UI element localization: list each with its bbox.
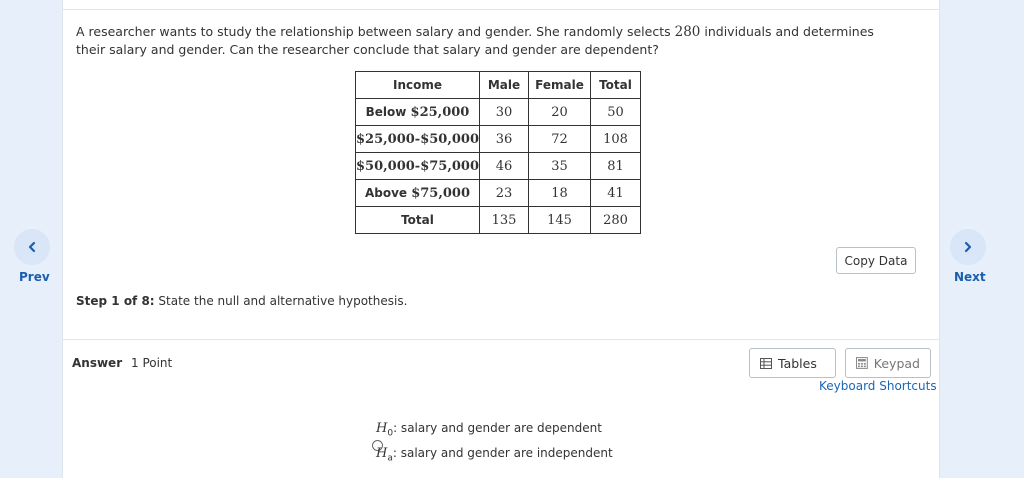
- cell-male: 30: [480, 99, 529, 126]
- table-total-row: [356, 207, 641, 234]
- table-row: [356, 180, 641, 207]
- row-label-amount: $75,000: [411, 185, 471, 201]
- total-label: Total: [356, 207, 480, 234]
- next-label[interactable]: Next: [954, 270, 986, 284]
- keypad-button[interactable]: [845, 348, 931, 378]
- tables-button[interactable]: [749, 348, 836, 378]
- row-label: [356, 126, 480, 153]
- answer-label: Answer: [72, 356, 123, 370]
- table-icon: [760, 358, 772, 369]
- step-text: State the null and alternative hypothesis.: [154, 294, 408, 308]
- card-top-divider: [63, 9, 939, 10]
- prev-label[interactable]: Prev: [19, 270, 50, 284]
- cell-total: 41: [591, 180, 641, 207]
- question-text-after: individuals and determines their salary and gender. Can the researcher conclude that salary and gender are dependent?: [76, 24, 874, 57]
- question-card: [62, 0, 940, 478]
- cell-total: 108: [591, 126, 641, 153]
- row-label: [356, 180, 480, 207]
- row-label-prefix: Below: [365, 104, 411, 119]
- cell-female: 72: [529, 126, 591, 153]
- header-income: Income: [356, 72, 480, 99]
- tables-label: Tables: [778, 355, 817, 371]
- answer-option[interactable]: [376, 420, 613, 470]
- total-female: 145: [529, 207, 591, 234]
- step-label: Step 1 of 8:: [76, 294, 155, 308]
- ha-text: : salary and gender are independent: [392, 446, 613, 460]
- header-total: Total: [591, 72, 641, 99]
- table-header-row: [356, 72, 641, 99]
- cell-female: 18: [529, 180, 591, 207]
- row-label-amount: $25,000: [410, 104, 470, 120]
- h0-symbol: H: [376, 421, 388, 436]
- row-label: [356, 153, 480, 180]
- cell-female: 20: [529, 99, 591, 126]
- data-table: [355, 71, 641, 234]
- question-text: [76, 23, 906, 58]
- copy-data-button[interactable]: Copy Data: [836, 247, 916, 274]
- prev-button[interactable]: [14, 229, 50, 265]
- h0-subscript: 0: [387, 428, 394, 439]
- row-label-amount: $50,000-$75,000: [356, 158, 479, 174]
- row-label-amount: $25,000-$50,000: [356, 131, 479, 147]
- header-female: Female: [529, 72, 591, 99]
- row-label: [356, 99, 480, 126]
- chevron-right-icon: [962, 241, 974, 253]
- table-row: [356, 126, 641, 153]
- cell-total: 81: [591, 153, 641, 180]
- header-male: Male: [480, 72, 529, 99]
- cell-total: 50: [591, 99, 641, 126]
- cell-male: 46: [480, 153, 529, 180]
- sample-size: 280: [674, 24, 701, 40]
- row-label-prefix: Above: [364, 185, 412, 200]
- cell-female: 35: [529, 153, 591, 180]
- next-button[interactable]: [950, 229, 986, 265]
- answer-divider: [63, 339, 939, 340]
- keyboard-shortcuts-link[interactable]: Keyboard Shortcuts: [819, 379, 937, 393]
- total-male: 135: [480, 207, 529, 234]
- h0-text: : salary and gender are dependent: [393, 421, 602, 435]
- alternative-hypothesis: [376, 445, 613, 470]
- question-text-before: A researcher wants to study the relationship between salary and gender. She randomly selects: [76, 24, 675, 39]
- total-total: 280: [591, 207, 641, 234]
- null-hypothesis: [376, 420, 613, 445]
- keypad-label: Keypad: [873, 355, 920, 371]
- step-instruction: [76, 294, 407, 308]
- keypad-icon: [856, 357, 868, 369]
- ha-subscript: a: [387, 453, 393, 464]
- table-row: [356, 153, 641, 180]
- cell-male: 36: [480, 126, 529, 153]
- cell-male: 23: [480, 180, 529, 207]
- chevron-left-icon: [26, 241, 38, 253]
- points-label: 1 Point: [131, 356, 173, 370]
- table-row: [356, 99, 641, 126]
- ha-symbol: H: [376, 446, 388, 461]
